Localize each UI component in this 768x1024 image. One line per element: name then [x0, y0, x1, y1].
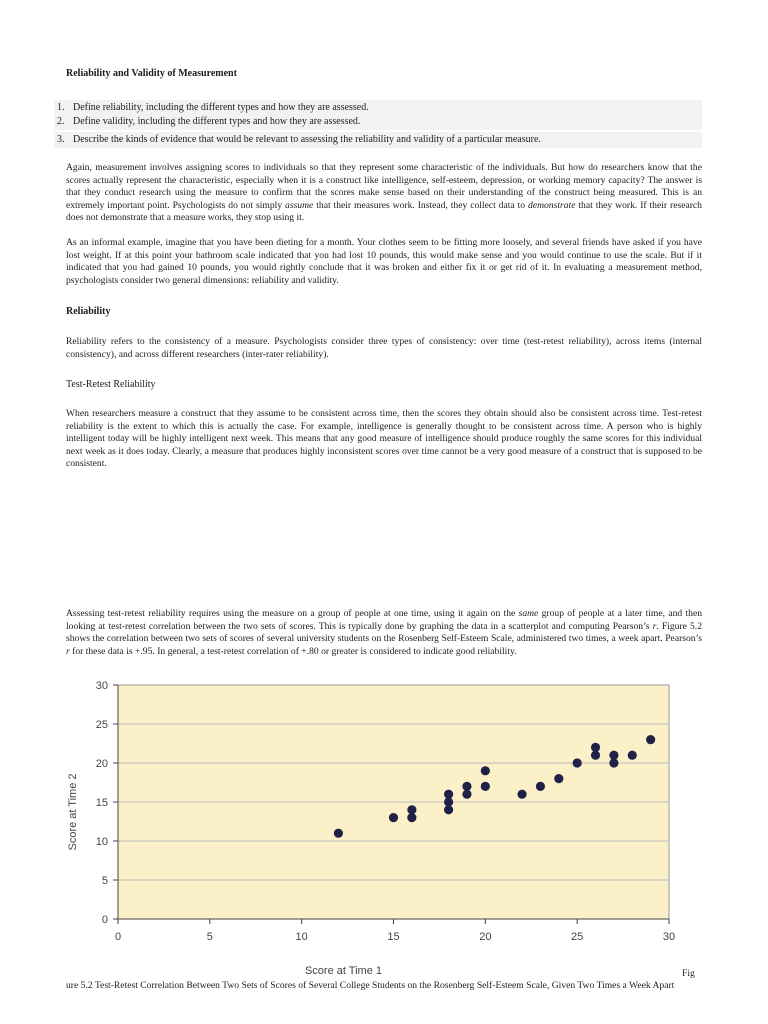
x-tick-label: 5: [206, 931, 213, 943]
data-point: [389, 813, 398, 822]
data-point: [444, 790, 453, 799]
data-point: [407, 805, 416, 814]
x-tick-label: 30: [662, 931, 676, 943]
objective-number: 2.: [57, 116, 65, 127]
test-retest-paragraph: When researchers measure a construct that they assume to be consistent across time, then the scores they obtain should also be consistent across time. Test-retest reliability is the extent to which this is actually the case. For example, intelligence is generally thought to be consistent across time. A person who is highly intelligent today will be highly intelligent next week. This means that any good measure of intelligence should produce roughly the same scores for this individual next week as it does today. Clearly, a measure that produces highly inconsistent scores over time cannot be a very good measure of a construct that is supposed to be consistent.: [66, 408, 702, 470]
x-tick-label: 15: [387, 931, 400, 943]
y-axis-label: Score at Time 2: [67, 773, 79, 851]
data-point: [462, 782, 471, 791]
y-tick-label: 0: [101, 914, 108, 926]
objective-item: [54, 114, 702, 130]
data-point: [481, 782, 490, 791]
data-point: [554, 774, 563, 783]
x-tick-label: 20: [479, 931, 492, 943]
scatterplot-figure: [60, 676, 700, 982]
y-tick-label: 30: [95, 680, 108, 692]
y-tick-label: 20: [95, 758, 108, 770]
y-tick-label: 15: [95, 797, 108, 809]
data-point: [628, 751, 637, 760]
section-heading-reliability: Reliability: [66, 306, 111, 317]
objective-text: Define reliability, including the different types and how they are assessed.: [73, 102, 369, 113]
data-point: [609, 751, 618, 760]
intro-paragraph-2: As an informal example, imagine that you have been dieting for a month. Your clothes seem to be fitting more loosely, and several friends have asked if you have lost weight. If at this point your bathroom scale indicated that you had lost 10 pounds, this would make sense and you would continue to use the scale. But if it indicated that you had gained 10 pounds, you would rightly conclude that it was broken and either fix it or get rid of it. In evaluating a measurement method, psychologists consider two general dimensions: reliability and validity.: [66, 237, 702, 286]
x-axis-label: Score at Time 1: [304, 965, 383, 977]
assessing-paragraph: Assessing test-retest reliability requires using the measure on a group of people at one time, using it again on the same group of people at a later time, and then looking at test-retest correlation between the two sets of scores. This is typically done by graphing the data in a scatterplot and computing Pearson’s r. Figure 5.2 shows the correlation between two sets of scores of several university students on the Rosenberg Self-Esteem Scale, administered two times, a week apart. Pearson’s r for these data is +.95. In general, a test-retest correlation of +.80 or greater is considered to indicate good reliability.: [66, 608, 703, 657]
data-point: [591, 743, 600, 752]
data-point: [573, 758, 582, 767]
figure-caption: ure 5.2 Test-Retest Correlation Between Two Sets of Scores of Several College Students on the Rosenberg Self-Esteem Scale, Given Two Times a Week Apart: [66, 980, 675, 991]
x-tick-label: 0: [114, 931, 122, 943]
data-point: [536, 782, 545, 791]
data-point: [334, 829, 343, 838]
objective-number: 1.: [57, 102, 65, 113]
y-tick-label: 25: [95, 719, 108, 731]
intro-paragraph-1: Again, measurement involves assigning scores to individuals so that they represent some characteristic of the individuals. But how do researchers know that the scores actually represent the characteristic, especially when it is a construct like intelligence, self-esteem, depression, or working memory capacity? The answer is that they conduct research using the measure to confirm that the scores make sense based on their understanding of the construct being measured. This is an extremely important point. Psychologists do not simply assume that their measures work. Instead, they collect data to demonstrate that they work. If their research does not demonstrate that a measure works, they stop using it.: [66, 162, 702, 224]
x-tick-label: 10: [295, 931, 308, 943]
data-point: [517, 790, 526, 799]
x-tick-label: 25: [571, 931, 584, 943]
data-point: [481, 766, 490, 775]
subheading-test-retest: Test-Retest Reliability: [66, 379, 156, 390]
reliability-paragraph: Reliability refers to the consistency of a measure. Psychologists consider three types of consistency: over time (test-retest reliability), across items (internal consistency), and across different researchers (inter-rater reliability).: [66, 336, 702, 360]
y-tick-label: 10: [95, 836, 108, 848]
data-point: [646, 735, 655, 744]
objective-text: Define validity, including the different types and how they are assessed.: [73, 116, 361, 127]
objective-number: 3.: [57, 134, 65, 145]
objective-text: Describe the kinds of evidence that would be relevant to assessing the reliability and validity of a particular measure.: [73, 134, 541, 145]
y-tick-label: 5: [101, 875, 108, 887]
objective-item: [54, 132, 702, 148]
figure-prefix: Fig: [682, 968, 695, 979]
page-title: Reliability and Validity of Measurement: [66, 68, 237, 79]
